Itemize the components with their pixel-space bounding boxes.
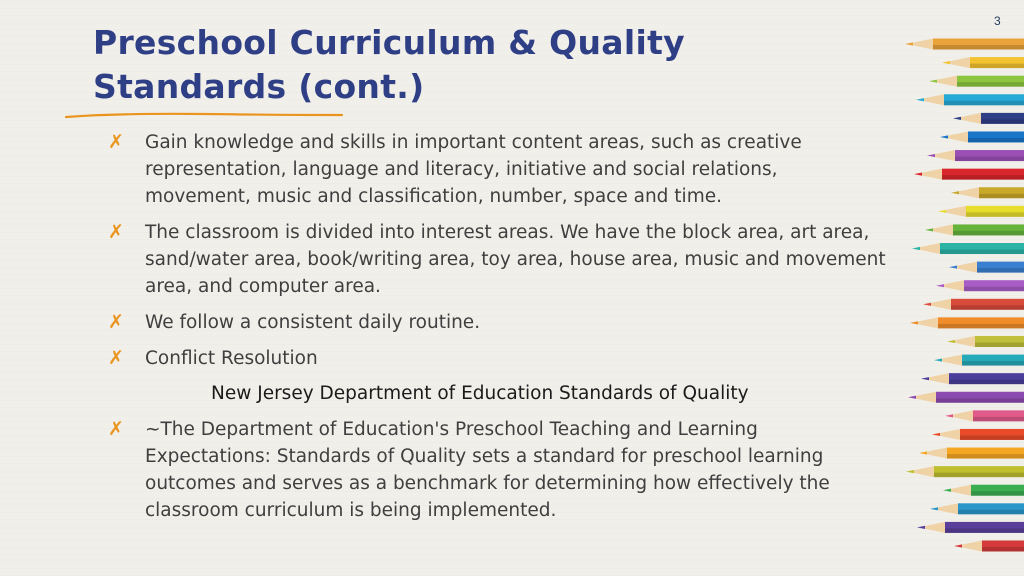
pencil bbox=[936, 280, 1024, 291]
slide-content bbox=[108, 129, 888, 533]
bullet-list bbox=[108, 129, 888, 372]
pencil bbox=[932, 429, 1024, 440]
bullet-text: Conflict Resolution bbox=[145, 348, 318, 369]
bullet-item bbox=[108, 416, 888, 524]
colored-pencils-icon bbox=[895, 0, 1024, 576]
x-mark-icon: ✗ bbox=[108, 311, 124, 333]
bullet-item bbox=[108, 219, 888, 300]
pencil bbox=[921, 373, 1024, 384]
bullet-text: We follow a consistent daily routine. bbox=[145, 312, 481, 333]
slide-title bbox=[93, 21, 773, 109]
slide-number: 3 bbox=[994, 14, 1001, 28]
pencil bbox=[954, 541, 1024, 552]
pencil bbox=[942, 57, 1024, 68]
x-mark-icon: ✗ bbox=[108, 418, 124, 440]
pencil bbox=[919, 448, 1024, 459]
bullet-list-final bbox=[108, 416, 888, 524]
slide-title-line-2: Standards (cont.) bbox=[93, 67, 425, 106]
pencil bbox=[910, 317, 1024, 328]
x-mark-icon: ✗ bbox=[108, 221, 124, 243]
pencil bbox=[940, 131, 1024, 142]
pencil bbox=[949, 262, 1024, 273]
bullet-item bbox=[108, 345, 888, 372]
title-underline bbox=[64, 110, 344, 120]
pencil bbox=[925, 224, 1024, 235]
pencil bbox=[953, 113, 1024, 124]
pencil bbox=[934, 355, 1024, 366]
pencil bbox=[947, 336, 1024, 347]
pencil bbox=[914, 169, 1024, 180]
bullet-text: The classroom is divided into interest areas. We have the block area, art area, sand/water area, book/writing area, toy area, house area, music and movement area, and computer area. bbox=[145, 222, 886, 297]
pencil bbox=[908, 392, 1024, 403]
pencil bbox=[945, 410, 1024, 421]
pencil bbox=[943, 485, 1024, 496]
bullet-text: ~The Department of Education's Preschool Teaching and Learning Expectations: Standards of Quality sets a standard for preschool learning outcomes and serves as a benchmark for determining how effectively the classroom curriculum is being implemented. bbox=[145, 419, 830, 521]
slide-title-line-1: Preschool Curriculum & Quality bbox=[93, 23, 685, 62]
pencil bbox=[923, 299, 1024, 310]
pencil bbox=[916, 94, 1024, 105]
pencil bbox=[929, 76, 1024, 87]
pencil bbox=[905, 39, 1024, 50]
pencil bbox=[906, 466, 1024, 477]
pencil bbox=[927, 150, 1024, 161]
pencil bbox=[938, 206, 1024, 217]
pencil bbox=[912, 243, 1024, 254]
pencil bbox=[917, 522, 1024, 533]
standards-subheading: New Jersey Department of Education Standards of Quality bbox=[211, 383, 749, 404]
bullet-text: Gain knowledge and skills in important content areas, such as creative representation, language and literacy, initiative and social relations, movement, music and classification, number, space and time. bbox=[145, 132, 802, 207]
bullet-item bbox=[108, 309, 888, 336]
pencil bbox=[930, 503, 1024, 514]
pencil bbox=[951, 187, 1024, 198]
x-mark-icon: ✗ bbox=[108, 131, 124, 153]
x-mark-icon: ✗ bbox=[108, 347, 124, 369]
bullet-item bbox=[108, 129, 888, 210]
